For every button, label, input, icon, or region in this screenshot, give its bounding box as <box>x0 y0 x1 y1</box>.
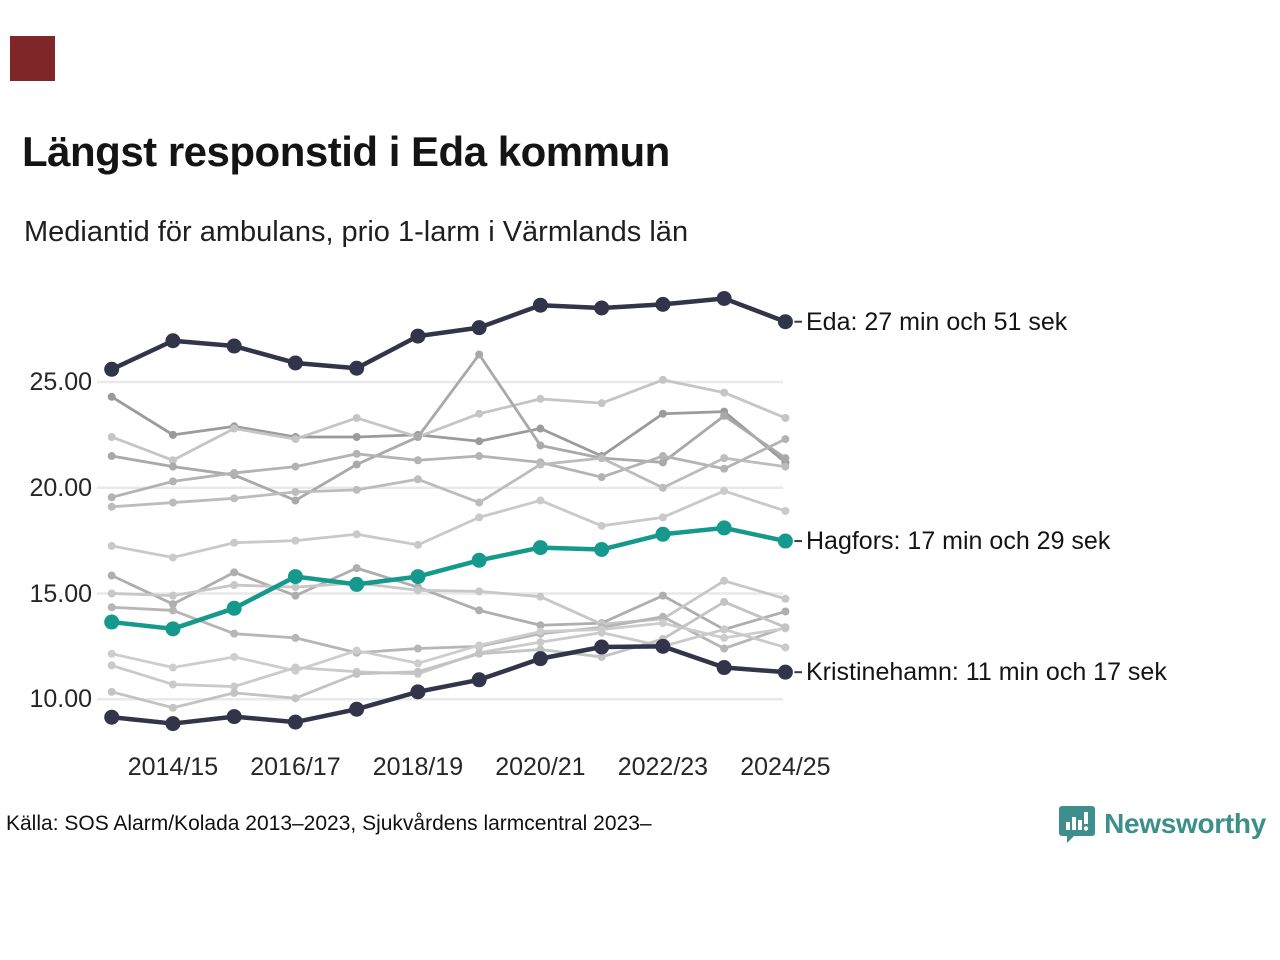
data-point <box>659 452 667 460</box>
data-point <box>227 601 242 616</box>
newsworthy-logo <box>1058 804 1266 844</box>
data-point <box>169 477 177 485</box>
data-point <box>717 291 732 306</box>
data-point <box>169 606 177 614</box>
data-point <box>598 473 606 481</box>
y-axis-tick: 20.00 <box>29 473 92 502</box>
series-line <box>112 528 786 629</box>
data-point <box>536 593 544 601</box>
data-point <box>108 433 116 441</box>
data-point <box>169 499 177 507</box>
data-point <box>104 362 119 377</box>
data-point <box>353 530 361 538</box>
data-point <box>594 542 609 557</box>
series-line <box>112 298 786 369</box>
x-axis-tick: 2020/21 <box>495 753 586 781</box>
data-point <box>475 452 483 460</box>
data-point <box>104 615 119 630</box>
data-point <box>781 454 789 462</box>
data-point <box>414 586 422 594</box>
data-point <box>720 577 728 585</box>
y-axis-tick: 25.00 <box>29 368 92 396</box>
data-point <box>291 592 299 600</box>
data-point <box>353 450 361 458</box>
x-axis-tick: 2018/19 <box>372 753 464 781</box>
data-point <box>778 534 793 549</box>
data-point <box>414 659 422 667</box>
data-point <box>291 435 299 443</box>
data-point <box>353 433 361 441</box>
data-point <box>475 437 483 445</box>
data-point <box>230 539 238 547</box>
data-point <box>475 650 483 658</box>
data-point <box>594 640 609 655</box>
data-point <box>720 625 728 633</box>
data-point <box>533 651 548 666</box>
data-point <box>353 486 361 494</box>
data-point <box>169 554 177 562</box>
data-point <box>472 553 487 568</box>
data-point <box>659 484 667 492</box>
data-point <box>533 540 548 555</box>
data-point <box>536 460 544 468</box>
series-line <box>112 629 786 686</box>
data-point <box>659 592 667 600</box>
newsworthy-badge-icon <box>1058 804 1096 844</box>
data-point <box>108 603 116 611</box>
data-point <box>227 709 242 724</box>
newsworthy-wordmark: Newsworthy <box>1104 808 1266 839</box>
data-point <box>717 660 732 675</box>
series-line <box>112 458 786 507</box>
data-point <box>230 581 238 589</box>
data-point <box>781 643 789 651</box>
data-point <box>536 638 544 646</box>
data-point <box>659 410 667 418</box>
data-point <box>230 425 238 433</box>
data-point <box>108 493 116 501</box>
data-point <box>108 661 116 669</box>
data-point <box>169 592 177 600</box>
data-point <box>230 469 238 477</box>
data-point <box>720 487 728 495</box>
data-point <box>230 494 238 502</box>
data-point <box>720 644 728 652</box>
data-point <box>291 634 299 642</box>
data-point <box>108 572 116 580</box>
data-point <box>165 716 180 731</box>
y-axis-tick: 10.00 <box>29 685 92 714</box>
x-axis-tick: 2014/15 <box>127 753 219 781</box>
series-line <box>112 397 786 463</box>
data-point <box>598 629 606 637</box>
series-label-kristinehamn: Kristinehamn: 11 min och 17 sek <box>806 658 1167 687</box>
data-point <box>720 465 728 473</box>
data-point <box>781 623 789 631</box>
y-axis-tick: 15.00 <box>29 579 92 608</box>
data-point <box>349 702 364 717</box>
data-point <box>291 583 299 591</box>
chart-title: Längst responstid i Eda kommun <box>22 128 670 175</box>
data-point <box>414 475 422 483</box>
data-point <box>230 689 238 697</box>
data-point <box>108 688 116 696</box>
data-point <box>720 634 728 642</box>
data-point <box>475 499 483 507</box>
x-axis-tick: 2024/25 <box>740 753 831 781</box>
data-point <box>536 441 544 449</box>
data-point <box>475 641 483 649</box>
x-axis-tick: 2022/23 <box>617 753 709 781</box>
data-point <box>594 300 609 315</box>
data-point <box>410 329 425 344</box>
data-point <box>781 607 789 615</box>
data-point <box>288 715 303 730</box>
data-point <box>655 297 670 312</box>
data-point <box>414 668 422 676</box>
data-point <box>227 339 242 354</box>
data-point <box>353 460 361 468</box>
data-point <box>720 412 728 420</box>
x-axis-tick: 2016/17 <box>250 753 341 781</box>
data-point <box>655 527 670 542</box>
data-point <box>475 351 483 359</box>
data-point <box>410 569 425 584</box>
data-point <box>165 621 180 636</box>
data-point <box>536 395 544 403</box>
data-point <box>781 435 789 443</box>
data-point <box>414 456 422 464</box>
data-point <box>291 664 299 672</box>
data-point <box>288 355 303 370</box>
data-point <box>720 389 728 397</box>
data-point <box>353 564 361 572</box>
data-point <box>536 496 544 504</box>
data-point <box>353 670 361 678</box>
chart-subtitle: Mediantid för ambulans, prio 1-larm i Värmlands län <box>24 216 689 248</box>
data-point <box>414 433 422 441</box>
data-point <box>230 653 238 661</box>
series-line <box>112 380 786 460</box>
data-point <box>475 587 483 595</box>
data-point <box>349 577 364 592</box>
data-point <box>349 361 364 376</box>
data-point <box>108 503 116 511</box>
data-point <box>108 393 116 401</box>
data-point <box>108 590 116 598</box>
data-point <box>414 644 422 652</box>
data-point <box>230 630 238 638</box>
data-point <box>291 537 299 545</box>
data-point <box>659 513 667 521</box>
data-point <box>659 376 667 384</box>
data-point <box>104 710 119 725</box>
data-point <box>108 542 116 550</box>
data-point <box>169 704 177 712</box>
data-point <box>291 496 299 504</box>
data-point <box>781 507 789 515</box>
series-line <box>112 568 786 629</box>
data-point <box>353 647 361 655</box>
series-label-eda: Eda: 27 min och 51 sek <box>806 307 1068 336</box>
data-point <box>781 463 789 471</box>
data-point <box>778 314 793 329</box>
data-point <box>169 664 177 672</box>
data-point <box>291 694 299 702</box>
data-point <box>169 431 177 439</box>
data-point <box>720 454 728 462</box>
data-point <box>717 520 732 535</box>
data-point <box>659 619 667 627</box>
data-point <box>230 568 238 576</box>
data-point <box>169 463 177 471</box>
data-point <box>720 598 728 606</box>
data-point <box>414 541 422 549</box>
data-point <box>472 672 487 687</box>
data-point <box>108 650 116 658</box>
data-point <box>472 320 487 335</box>
data-point <box>410 684 425 699</box>
data-point <box>781 414 789 422</box>
data-point <box>533 298 548 313</box>
source-attribution: Källa: SOS Alarm/Kolada 2013–2023, Sjukvårdens larmcentral 2023– <box>6 812 652 835</box>
data-point <box>291 488 299 496</box>
data-point <box>655 639 670 654</box>
data-point <box>598 522 606 530</box>
data-point <box>291 463 299 471</box>
data-point <box>165 333 180 348</box>
series-label-hagfors: Hagfors: 17 min och 29 sek <box>806 527 1111 556</box>
data-point <box>108 452 116 460</box>
data-point <box>169 680 177 688</box>
data-point <box>781 595 789 603</box>
data-point <box>475 410 483 418</box>
data-point <box>353 414 361 422</box>
data-point <box>598 399 606 407</box>
data-point <box>536 425 544 433</box>
data-point <box>475 513 483 521</box>
data-point <box>288 569 303 584</box>
data-point <box>598 454 606 462</box>
data-point <box>778 665 793 680</box>
data-point <box>475 606 483 614</box>
data-point <box>536 628 544 636</box>
